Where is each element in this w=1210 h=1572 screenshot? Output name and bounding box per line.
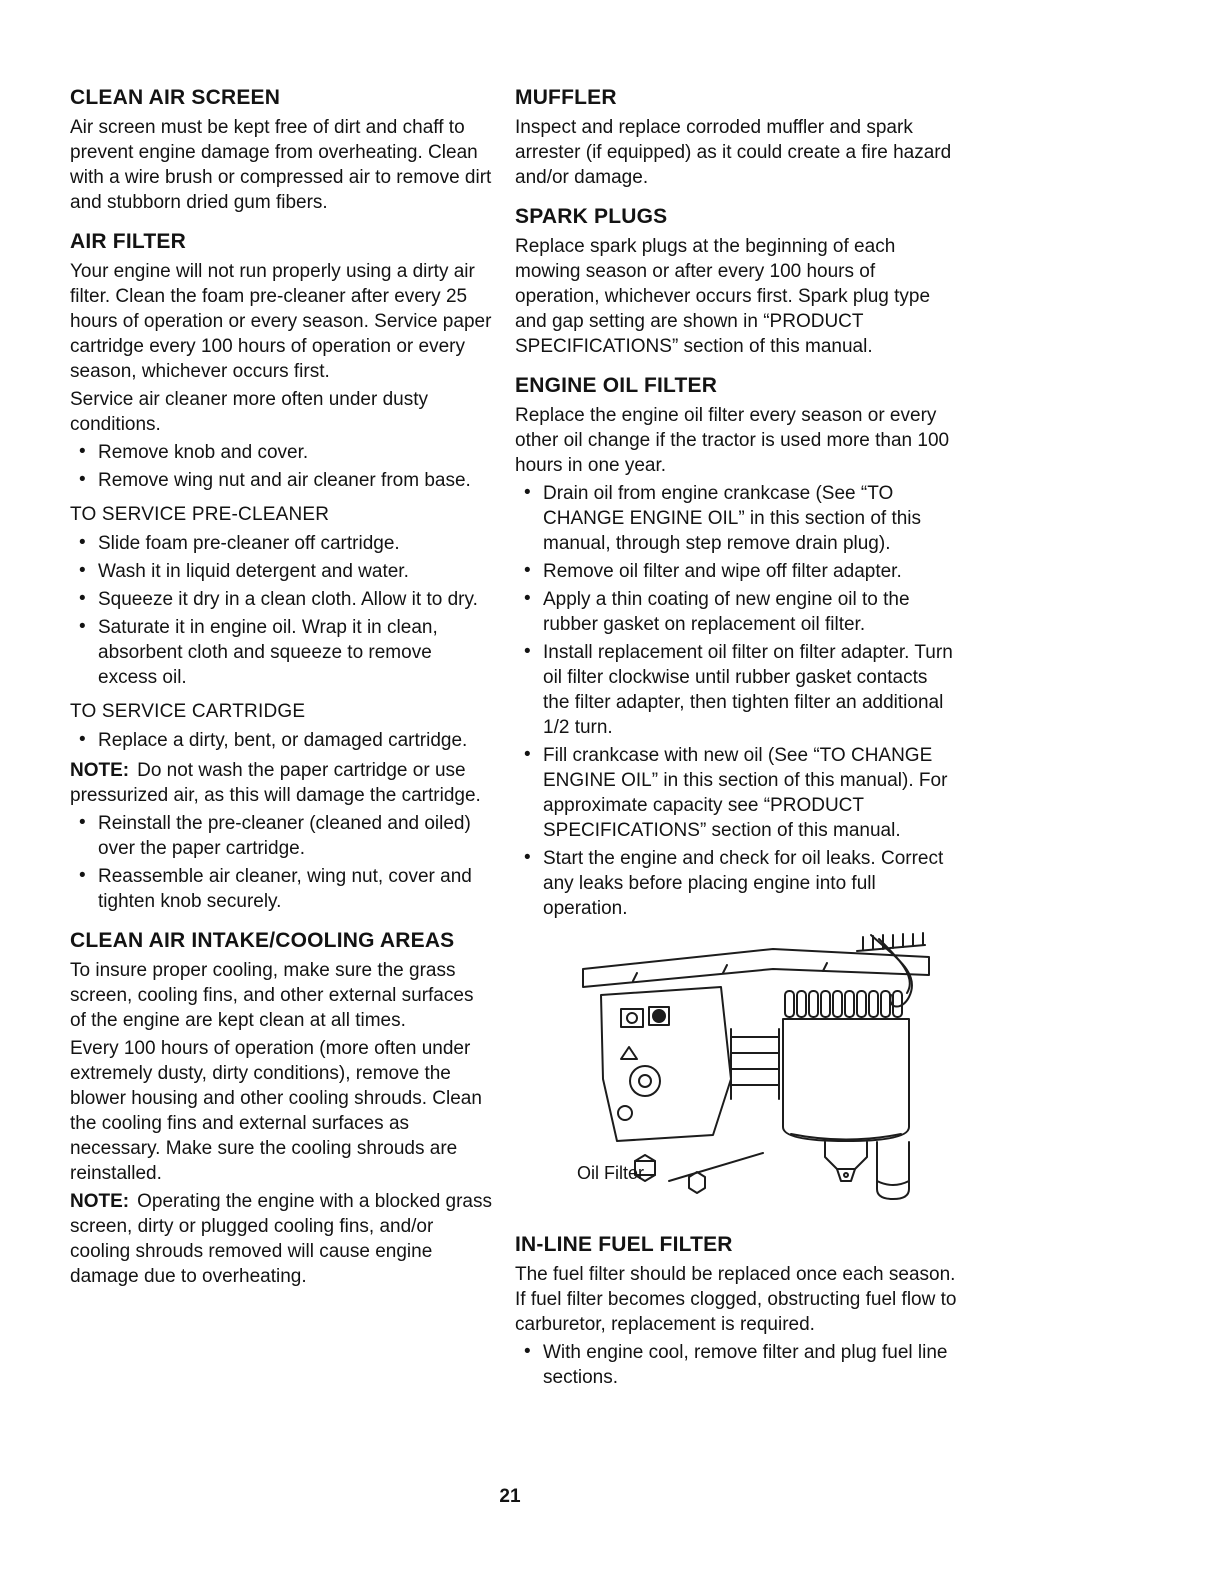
section-air-filter [70,230,494,914]
paragraph: Replace spark plugs at the beginning of each mowing season or after every 100 hours of operation, whichever occurs first. Spark plug type and gap setting are shown in “PRODUCT SPECIFICATIONS” section of this manual. [515,236,931,357]
bullet-item: • With engine cool, remove filter and plug fuel line sections. [515,1340,959,1390]
bullet-list [70,531,494,690]
bullet-item: • Remove wing nut and air cleaner from base. [70,468,494,493]
section-muffler [515,86,959,190]
heading-clean-air-screen: CLEAN AIR SCREEN [70,86,281,109]
section-in-line-fuel-filter [515,1233,959,1390]
subheading-to-service-pre-cleaner: TO SERVICE PRE-CLEANER [70,504,330,525]
paragraph: Service air cleaner more often under dusty conditions. [70,389,429,435]
bullet-list [515,481,959,921]
paragraph: Your engine will not run properly using a dirty air filter. Clean the foam pre-cleaner after every 25 hours of operation or every season. Service paper cartridge every 100 hours of operation or every season, whichever occurs first. [70,261,492,382]
note-paragraph [70,1189,494,1289]
bullet-item: • Reassemble air cleaner, wing nut, cover and tighten knob securely. [70,864,494,914]
bullet-item: • Saturate it in engine oil. Wrap it in clean, absorbent cloth and squeeze to remove excess oil. [70,615,494,690]
bullet-item: • Install replacement oil filter on filter adapter. Turn oil filter clockwise until rubber gasket contacts the filter adapter, then tighten filter an additional 1/2 turn. [515,640,959,740]
paragraph: Inspect and replace corroded muffler and spark arrester (if equipped) as it could create a fire hazard and/or damage. [515,117,952,188]
paragraph: Every 100 hours of operation (more often under extremely dusty, dirty conditions), remove the blower housing and other cooling shrouds. Clean the cooling fins and external surfaces as necessary. Make sure the cooling shrouds are reinstalled. [70,1038,482,1184]
section-clean-air-intake-cooling [70,929,494,1289]
paragraph: To insure proper cooling, make sure the grass screen, cooling fins, and other external surfaces of the engine are kept clean at all times. [70,960,474,1031]
bullet-item: • Remove oil filter and wipe off filter adapter. [515,559,959,584]
bullet-item: • Remove knob and cover. [70,440,494,465]
note-label: NOTE: [70,760,130,781]
bullet-item: • Drain oil from engine crankcase (See “TO CHANGE ENGINE OIL” in this section of this manual, through step remove drain plug). [515,481,959,556]
bullet-item: • Apply a thin coating of new engine oil to the rubber gasket on replacement oil filter. [515,587,959,637]
heading-clean-air-intake-cooling: CLEAN AIR INTAKE/COOLING AREAS [70,929,455,952]
page-number: 21 [499,1486,521,1507]
subheading-to-service-cartridge: TO SERVICE CARTRIDGE [70,701,306,722]
bullet-item: • Start the engine and check for oil leaks. Correct any leaks before placing engine into full operation. [515,846,959,921]
bullet-item: • Wash it in liquid detergent and water. [70,559,494,584]
bullet-item: • Squeeze it dry in a clean cloth. Allow it to dry. [70,587,494,612]
bullet-list [70,728,494,753]
bullet-list [70,440,494,493]
section-spark-plugs [515,205,959,359]
heading-air-filter: AIR FILTER [70,230,186,253]
figure-caption: Oil Filter [577,1163,644,1183]
section-clean-air-screen [70,86,494,215]
bullet-item: • Replace a dirty, bent, or damaged cartridge. [70,728,494,753]
note-text: Do not wash the paper cartridge or use pressurized air, as this will damage the cartridge. [70,760,481,806]
bullet-item: • Fill crankcase with new oil (See “TO CHANGE ENGINE OIL” in this section of this manual). For approximate capacity see “PRODUCT SPECIFICATIONS” section of this manual. [515,743,959,843]
oil-filter-figure [573,929,965,1217]
bullet-item: • Reinstall the pre-cleaner (cleaned and oiled) over the paper cartridge. [70,811,494,861]
bullet-item: • Slide foam pre-cleaner off cartridge. [70,531,494,556]
note-text: Operating the engine with a blocked grass screen, dirty or plugged cooling fins, and/or cooling shrouds removed will cause engine damage due to overheating. [70,1191,492,1287]
heading-spark-plugs: SPARK PLUGS [515,205,668,228]
note-paragraph [70,758,494,808]
paragraph: Replace the engine oil filter every season or every other oil change if the tractor is used more than 100 hours in one year. [515,405,950,476]
bullet-list [515,1340,959,1390]
heading-engine-oil-filter: ENGINE OIL FILTER [515,374,718,397]
paragraph: The fuel filter should be replaced once each season. If fuel filter becomes clogged, obstructing fuel flow to carburetor, replacement is required. [515,1264,957,1335]
note-label: NOTE: [70,1191,130,1212]
heading-in-line-fuel-filter: IN-LINE FUEL FILTER [515,1233,733,1256]
paragraph: Air screen must be kept free of dirt and chaff to prevent engine damage from overheating. Clean with a wire brush or compressed air to remove dirt and stubborn dried gum fibers. [70,117,492,213]
right-column [515,86,959,1395]
section-engine-oil-filter [515,374,959,921]
bullet-list [70,811,494,914]
left-column [70,86,494,1395]
heading-muffler: MUFFLER [515,86,617,109]
